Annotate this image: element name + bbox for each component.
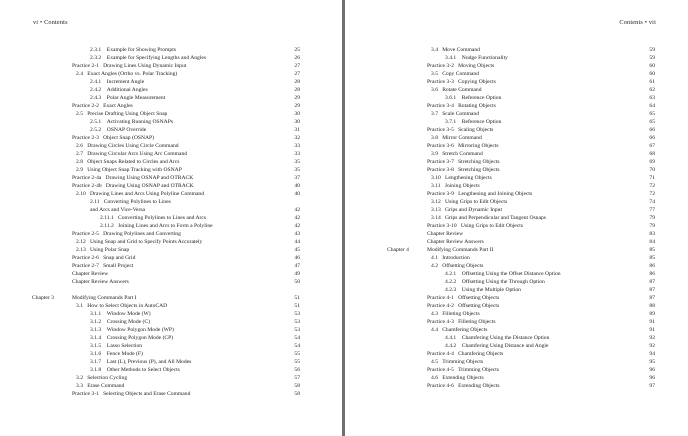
- toc-entry-title: Practice 3-5 Scaling Objects: [427, 127, 494, 133]
- toc-page-number: 62: [649, 87, 655, 93]
- toc-entry-title: Practice 3-4 Rotating Objects: [427, 103, 496, 109]
- toc-entry: [32, 310, 300, 318]
- toc-entry-title: 4.2.1 Offsetting Using the Offset Distance Option: [445, 271, 561, 277]
- toc-entry-title: 3.9 Stretch Command: [431, 151, 483, 157]
- toc-entry-title: Practice 2-2 Exact Angles: [72, 103, 133, 109]
- toc-entry-title: Chapter Review: [72, 271, 109, 277]
- toc-entry-title: 4.6 Extending Objects: [431, 375, 484, 381]
- toc-entry: [387, 294, 655, 302]
- toc-entry: [32, 166, 300, 174]
- toc-page-number: 89: [649, 311, 655, 317]
- toc-page-number: 74: [649, 199, 655, 205]
- toc-page-number: 53: [294, 327, 300, 333]
- toc-entry: [32, 174, 300, 182]
- toc-page-number: 40: [294, 191, 300, 197]
- toc-page-number: 27: [294, 63, 300, 69]
- toc-page-number: 29: [294, 103, 300, 109]
- toc-entry-title: 4.4 Chamfering Objects: [431, 327, 488, 333]
- toc-entry-title: 2.5 Precise Drafting Using Object Snap: [76, 111, 168, 117]
- toc-entry-title: 2.5.1 Activating Running OSNAPs: [90, 119, 173, 125]
- toc-page-number: 50: [294, 279, 300, 285]
- toc-entry: [387, 214, 655, 222]
- toc-entry-title: 3.1.6 Fence Mode (F): [90, 351, 143, 357]
- toc-entry: [387, 142, 655, 150]
- toc-entry-title: and Arcs and Vice-Versa: [90, 207, 146, 213]
- toc-entry: [32, 78, 300, 86]
- toc-entry-title: 3.1.3 Window Polygon Mode (WP): [90, 327, 174, 333]
- toc-entry: [32, 62, 300, 70]
- toc-entry: [32, 302, 300, 310]
- toc-entry: [387, 254, 655, 262]
- toc-entry: [387, 54, 655, 62]
- toc-entry: [32, 150, 300, 158]
- toc-page-number: 42: [294, 207, 300, 213]
- toc-entry-title: 3.11 Joining Objects: [431, 183, 480, 189]
- toc-entry-title: Chapter Review: [427, 231, 464, 237]
- toc-entry: [32, 342, 300, 350]
- toc-page-number: 40: [294, 183, 300, 189]
- toc-entry-title: Modifying Commands Part I: [72, 295, 137, 301]
- toc-entry-title: Practice 2-1 Drawing Lines Using Dynamic Input: [72, 63, 187, 69]
- toc-page-number: 42: [294, 215, 300, 221]
- toc-page-number: 51: [294, 295, 300, 301]
- toc-entry: [32, 358, 300, 366]
- toc-page-number: 94: [649, 351, 655, 357]
- toc-page-number: 32: [294, 135, 300, 141]
- toc-page-number: 71: [649, 175, 655, 181]
- toc-entry-title: 3.1.1 Window Mode (W): [90, 311, 151, 317]
- toc-entry-title: 2.11 Converting Polylines to Lines: [90, 199, 171, 205]
- toc-entry-title: 3.7 Scale Command: [431, 111, 480, 117]
- toc-page-number: 59: [649, 47, 655, 53]
- toc-entry-title: Practice 2-4a Drawing Using OSNAP and OTRACK: [72, 175, 194, 181]
- toc-entry-title: Practice 2-6 Snap and Grid: [72, 255, 136, 261]
- toc-page-number: 60: [649, 63, 655, 69]
- toc-page-number: 70: [649, 167, 655, 173]
- toc-entry: [387, 334, 655, 342]
- toc-page-number: 87: [649, 287, 655, 293]
- toc-entry: [32, 230, 300, 238]
- toc-page-number: 85: [649, 247, 655, 253]
- toc-page-number: 30: [294, 119, 300, 125]
- toc-entry: [387, 94, 655, 102]
- toc-entry: [32, 86, 300, 94]
- toc-entry: [387, 126, 655, 134]
- toc-page-number: 92: [649, 335, 655, 341]
- toc-entry: [32, 374, 300, 382]
- toc-entry-title: Practice 4-4 Chamfering Objects: [427, 351, 504, 357]
- toc-entry: [387, 46, 655, 54]
- toc-page-number: 49: [294, 271, 300, 277]
- toc-entry: [32, 254, 300, 262]
- toc-entry: [387, 238, 655, 246]
- toc-entry-title: 3.1.5 Lasso Selection: [90, 343, 143, 349]
- toc-entry-title: 3.1.2 Crossing Mode (C): [90, 319, 150, 325]
- toc-page-number: 72: [649, 191, 655, 197]
- toc-entry-title: Practice 2-3 Object Snap (OSNAP): [72, 135, 155, 141]
- toc-entry: [387, 174, 655, 182]
- toc-entry: [32, 238, 300, 246]
- toc-page-number: 66: [649, 127, 655, 133]
- toc-page-number: 91: [649, 327, 655, 333]
- toc-entry: [387, 302, 655, 310]
- toc-entry-title: 3.2 Selection Cycling: [76, 375, 128, 381]
- toc-page-number: 77: [649, 207, 655, 213]
- toc-page-number: 95: [649, 359, 655, 365]
- toc-entry-title: 3.12 Using Grips to Edit Objects: [431, 199, 508, 205]
- toc-entry-title: 4.3 Filleting Objects: [431, 311, 480, 317]
- toc-entry: [32, 134, 300, 142]
- toc-entry: [387, 190, 655, 198]
- toc-entry-title: 2.11.1 Converting Polylines to Lines and Arcs: [100, 215, 207, 221]
- toc-entry: [32, 382, 300, 390]
- toc-page-number: 85: [649, 255, 655, 261]
- toc-entry-title: 3.1.7 Last (L), Previous (P), and All Modes: [90, 359, 192, 365]
- toc-entry: [387, 318, 655, 326]
- toc-entry: [387, 134, 655, 142]
- toc-page-number: 92: [649, 343, 655, 349]
- running-head-right: Contents • vii: [619, 19, 656, 26]
- toc-entry: [32, 214, 300, 222]
- toc-entry-title: Practice 3-8 Stretching Objects: [427, 167, 500, 173]
- toc-page-number: 64: [649, 103, 655, 109]
- toc-entry: [32, 158, 300, 166]
- toc-page-number: 44: [294, 239, 300, 245]
- toc-page-number: 42: [294, 223, 300, 229]
- toc-entry-title: 2.9 Using Object Snap Tracking with OSNAP: [76, 167, 182, 173]
- toc-page-number: 55: [294, 359, 300, 365]
- toc-page-number: 61: [649, 79, 655, 85]
- toc-page-number: 28: [294, 79, 300, 85]
- toc-page-number: 96: [649, 375, 655, 381]
- toc-entry: [32, 190, 300, 198]
- toc-entry: [32, 270, 300, 278]
- toc-entry: [387, 198, 655, 206]
- toc-entry-title: 3.1.8 Other Methods to Select Objects: [90, 367, 180, 373]
- toc-page-number: 33: [294, 143, 300, 149]
- toc-entry-title: 2.6 Drawing Circles Using Circle Command: [76, 143, 179, 149]
- toc-entry: [387, 246, 655, 254]
- toc-page-number: 91: [649, 319, 655, 325]
- toc-entry-title: 4.5 Trimming Objects: [431, 359, 484, 365]
- toc-entry-title: Practice 3-1 Selecting Objects and Erase Command: [72, 391, 191, 397]
- toc-entry: [32, 182, 300, 190]
- toc-entry: [32, 294, 300, 302]
- toc-page-number: 54: [294, 343, 300, 349]
- toc-page-number: 53: [294, 311, 300, 317]
- toc-entry: [32, 118, 300, 126]
- toc-entry: [387, 86, 655, 94]
- toc-entry-title: 2.13 Using Polar Snap: [76, 247, 130, 253]
- toc-entry: [32, 246, 300, 254]
- toc-page-number: 35: [294, 159, 300, 165]
- toc-entry-title: 2.4.1 Increment Angle: [90, 79, 145, 85]
- running-head-left: vi • Contents: [33, 19, 68, 26]
- toc-page-number: 59: [649, 55, 655, 61]
- toc-page-number: 84: [649, 239, 655, 245]
- toc-entry: [32, 222, 300, 230]
- toc-page-number: 33: [294, 151, 300, 157]
- toc-page-number: 65: [649, 119, 655, 125]
- toc-entry: [32, 206, 300, 214]
- toc-entry: [387, 110, 655, 118]
- toc-entry: [387, 350, 655, 358]
- toc-entry-title: 3.6 Rotate Command: [431, 87, 482, 93]
- toc-page-number: 26: [294, 55, 300, 61]
- toc-entry-title: 3.4.1 Nudge Functionality: [445, 55, 508, 61]
- toc-entry-title: Practice 3-7 Stretching Objects: [427, 159, 500, 165]
- toc-page-number: 96: [649, 367, 655, 373]
- toc-page-number: 69: [649, 159, 655, 165]
- toc-page-number: 55: [294, 351, 300, 357]
- toc-page-number: 46: [294, 255, 300, 261]
- toc-entry-title: Practice 3-3 Copying Objects: [427, 79, 496, 85]
- toc-entry-title: Chapter Review Answers: [427, 239, 484, 245]
- toc-entry-title: Practice 2-5 Drawing Polylines and Converting: [72, 231, 181, 237]
- toc-entry: [387, 374, 655, 382]
- toc-page-number: 25: [294, 47, 300, 53]
- chapter-label: Chapter 3: [32, 295, 54, 301]
- toc-entry: [387, 310, 655, 318]
- toc-entry: [32, 334, 300, 342]
- toc-entry-title: 2.7 Drawing Circular Arcs Using Arc Command: [76, 151, 188, 157]
- toc-entry: [387, 118, 655, 126]
- toc-page-number: 67: [649, 143, 655, 149]
- toc-page-number: 79: [649, 215, 655, 221]
- toc-page-number: 45: [294, 247, 300, 253]
- toc-page-number: 83: [649, 231, 655, 237]
- toc-entry: [32, 262, 300, 270]
- toc-page-number: 57: [294, 375, 300, 381]
- toc-page-number: 86: [649, 263, 655, 269]
- toc-entry-title: 3.6.1 Reference Option: [445, 95, 502, 101]
- toc-entry-title: 4.1 Introduction: [431, 255, 470, 261]
- toc-entry: [387, 286, 655, 294]
- right-page: [345, 0, 688, 436]
- toc-page-number: 28: [294, 87, 300, 93]
- toc-entry: [387, 358, 655, 366]
- toc-entry: [387, 102, 655, 110]
- toc-entry-title: 2.12 Using Snap and Grid to Specify Points Accurately: [76, 239, 203, 245]
- toc-page-number: 56: [294, 367, 300, 373]
- toc-entry: [32, 102, 300, 110]
- toc-entry-title: 4.2.2 Offsetting Using the Through Option: [445, 279, 545, 285]
- toc-entry-title: Practice 2-7 Small Project: [72, 263, 134, 269]
- toc-entry-title: 3.14 Grips and Perpendicular and Tangent Osnaps: [431, 215, 546, 221]
- toc-entry: [387, 182, 655, 190]
- toc-page-number: 58: [294, 391, 300, 397]
- toc-page-number: 30: [294, 111, 300, 117]
- toc-entry: [387, 78, 655, 86]
- toc-entry: [32, 70, 300, 78]
- toc-page-number: 54: [294, 335, 300, 341]
- toc-entry: [387, 62, 655, 70]
- toc-entry: [32, 198, 300, 206]
- toc-page-number: 51: [294, 303, 300, 309]
- left-page: [0, 0, 342, 436]
- toc-entry-title: 3.5 Copy Command: [431, 71, 480, 77]
- toc-entry-title: 3.1 How to Select Objects in AutoCAD: [76, 303, 168, 309]
- toc-entry-title: 4.4.1 Chamfering Using the Distance Option: [445, 335, 550, 341]
- toc-page-number: 79: [649, 223, 655, 229]
- toc-page-number: 97: [649, 383, 655, 389]
- toc-entry-title: 2.4.2 Additional Angles: [90, 87, 148, 93]
- toc-entry-title: Practice 3-9 Lengthening and Joining Objects: [427, 191, 533, 197]
- toc-entry: [387, 326, 655, 334]
- toc-page-number: 86: [649, 271, 655, 277]
- toc-entry-title: Practice 3-6 Mirroring Objects: [427, 143, 499, 149]
- toc-page-number: 88: [649, 303, 655, 309]
- toc-entry: [32, 390, 300, 398]
- toc-entry-title: Practice 3-10 Using Grips to Edit Objects: [427, 223, 524, 229]
- toc-entry-title: 4.4.2 Chamfering Using Distance and Angle: [445, 343, 549, 349]
- toc-page-number: 87: [649, 295, 655, 301]
- toc-entry-title: 3.4 Move Command: [431, 47, 480, 53]
- toc-page-number: 37: [294, 175, 300, 181]
- toc-entry-title: 3.7.1 Reference Option: [445, 119, 502, 125]
- toc-entry-title: 2.4 Exact Angles (Ortho vs. Polar Tracking): [76, 71, 178, 77]
- toc-entry-title: 2.10 Drawing Lines and Arcs Using Polyline Command: [76, 191, 205, 197]
- toc-page-number: 68: [649, 151, 655, 157]
- toc-entry-title: 3.1.4 Crossing Polygon Mode (CP): [90, 335, 174, 341]
- toc-entry-title: 2.4.3 Polar Angle Measurement: [90, 95, 166, 101]
- toc-entry: [32, 46, 300, 54]
- toc-entry: [32, 350, 300, 358]
- toc-entry: [32, 318, 300, 326]
- toc-page-number: 35: [294, 167, 300, 173]
- toc-entry: [387, 262, 655, 270]
- toc-entry: [387, 278, 655, 286]
- toc-entry-title: Practice 2-4b Drawing Using OSNAP and OTRACK: [72, 183, 194, 189]
- toc-entry-title: 2.5.2 OSNAP Override: [90, 127, 147, 133]
- toc-entry: [387, 270, 655, 278]
- toc-entry-title: 2.3.2 Example for Specifying Lengths and Angles: [90, 55, 207, 61]
- toc-entry-title: Practice 4-5 Trimming Objects: [427, 367, 500, 373]
- toc-entry: [387, 222, 655, 230]
- toc-page-number: 29: [294, 95, 300, 101]
- toc-entry: [387, 70, 655, 78]
- toc-entry: [387, 150, 655, 158]
- toc-entry: [32, 94, 300, 102]
- toc-page-number: 47: [294, 263, 300, 269]
- toc-page-number: 58: [294, 383, 300, 389]
- toc-entry-title: 4.2.3 Using the Multiple Option: [445, 287, 521, 293]
- toc-page-number: 60: [649, 71, 655, 77]
- toc-page-number: 53: [294, 319, 300, 325]
- toc-entry-title: 2.8 Object Snaps Related to Circles and Arcs: [76, 159, 180, 165]
- toc-entry: [387, 158, 655, 166]
- toc-entry: [387, 206, 655, 214]
- toc-entry-title: Chapter Review Answers: [72, 279, 129, 285]
- toc-entry: [387, 342, 655, 350]
- toc-entry: [32, 286, 300, 294]
- toc-entry: [32, 142, 300, 150]
- toc-page-number: 72: [649, 183, 655, 189]
- toc-entry: [32, 326, 300, 334]
- toc-entry-title: 3.13 Grips and Dynamic Input: [431, 207, 502, 213]
- toc-entry: [32, 54, 300, 62]
- toc-page-number: 31: [294, 127, 300, 133]
- toc-entry-title: 3.3 Erase Command: [76, 383, 125, 389]
- toc-entry-title: Practice 4-3 Filleting Objects: [427, 319, 496, 325]
- toc-entry: [32, 366, 300, 374]
- toc-entry-title: 4.2 Offsetting Objects: [431, 263, 484, 269]
- toc-entry: [32, 278, 300, 286]
- toc-entry-title: Practice 4-1 Offsetting Objects: [427, 295, 500, 301]
- toc-page-number: 65: [649, 111, 655, 117]
- toc-entry-title: Modifying Commands Part II: [427, 247, 494, 253]
- toc-page-number: 66: [649, 135, 655, 141]
- toc-entry-title: Practice 3-2 Moving Objects: [427, 63, 495, 69]
- toc-page-number: 27: [294, 71, 300, 77]
- toc-entry-title: 2.3.1 Example for Showing Prompts: [90, 47, 176, 53]
- toc-entry-title: Practice 4-6 Extending Objects: [427, 383, 500, 389]
- toc-page-number: 87: [649, 279, 655, 285]
- toc-entry-title: Practice 4-2 Offsetting Objects: [427, 303, 500, 309]
- toc-entry-title: 3.8 Mirror Command: [431, 135, 482, 141]
- toc-entry: [387, 366, 655, 374]
- toc-entry-title: 3.10 Lengthening Objects: [431, 175, 492, 181]
- toc-entry: [32, 126, 300, 134]
- toc-entry: [32, 110, 300, 118]
- toc-entry: [387, 166, 655, 174]
- toc-entry-title: 2.11.2 Joining Lines and Arcs to Form a Polyline: [100, 223, 213, 229]
- toc-entry: [387, 230, 655, 238]
- toc-entry: [387, 382, 655, 390]
- toc-page-number: 43: [294, 231, 300, 237]
- chapter-label: Chapter 4: [387, 247, 409, 253]
- toc-page-number: 63: [649, 95, 655, 101]
